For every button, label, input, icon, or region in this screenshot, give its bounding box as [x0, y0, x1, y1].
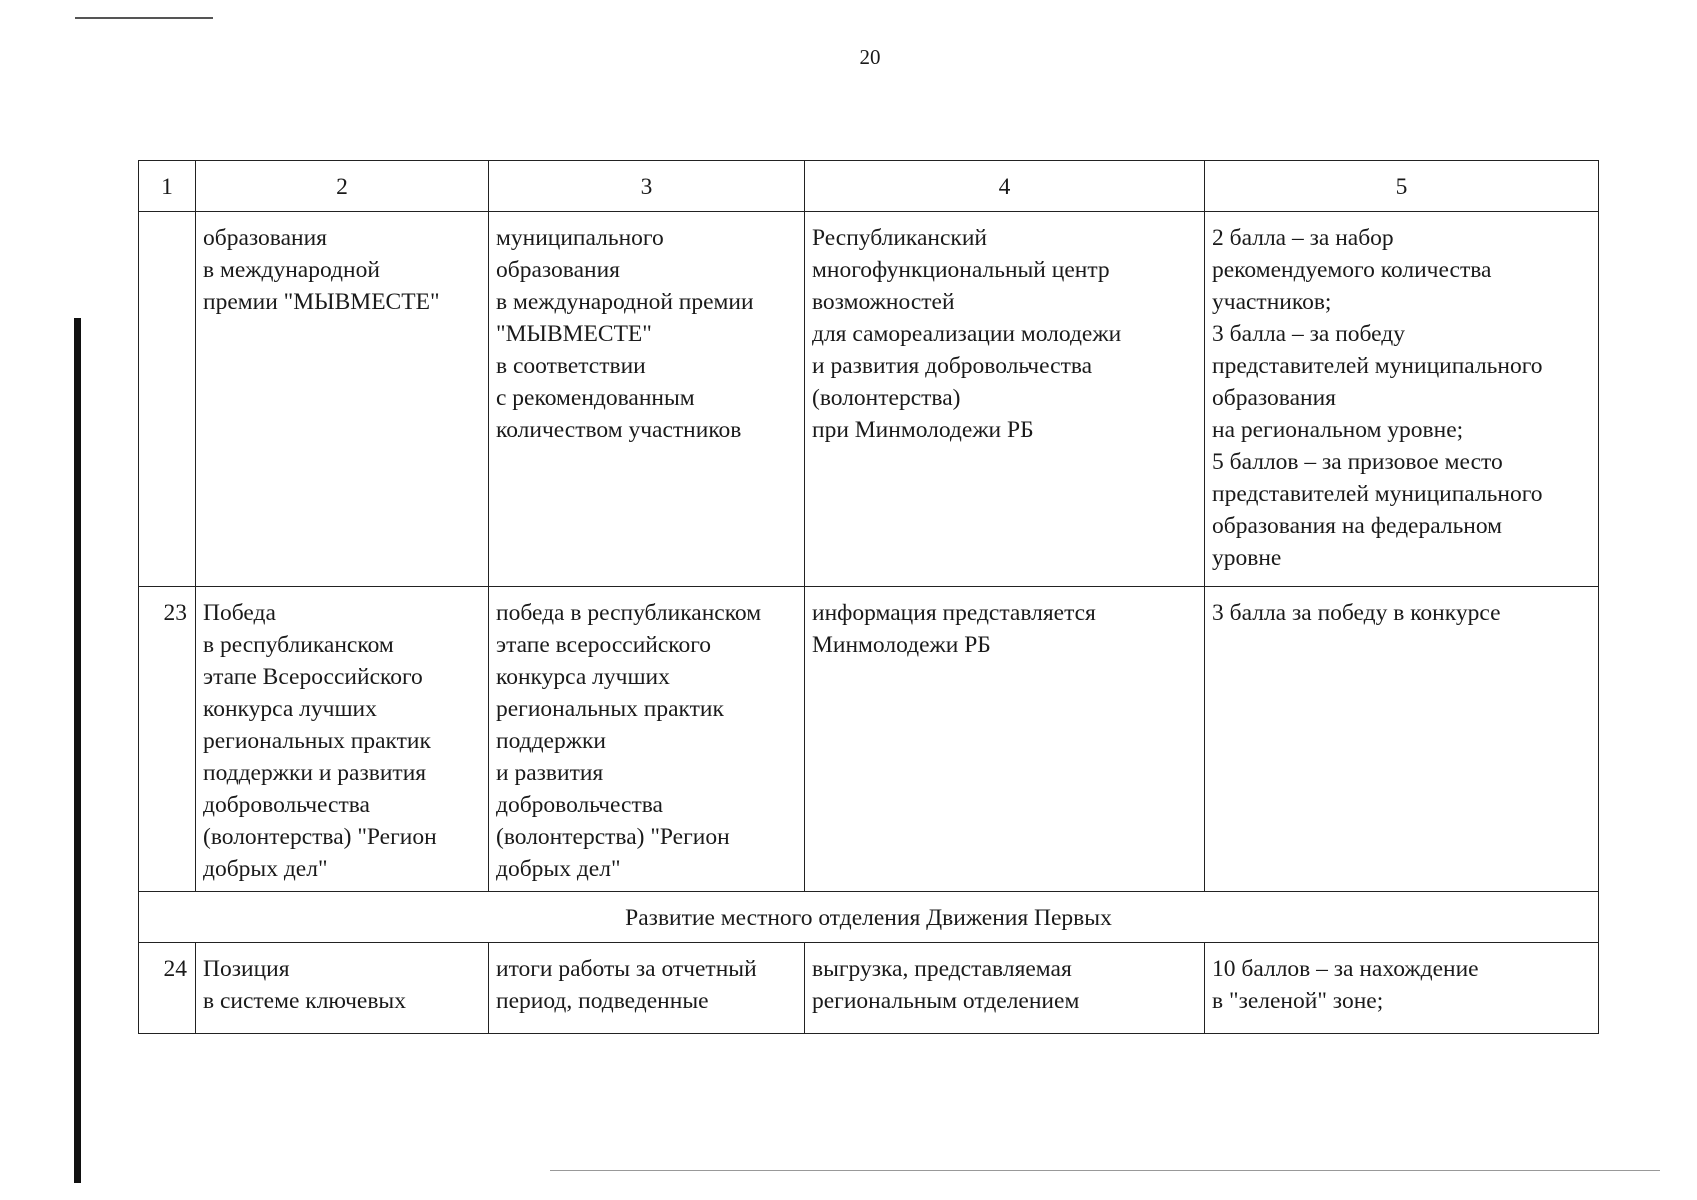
- section-title: Развитие местного отделения Движения Первых: [139, 892, 1599, 943]
- source-cell: [805, 943, 1205, 1034]
- row-number: 23: [139, 587, 196, 892]
- indicator-name-text: Позиция в системе ключевых: [203, 956, 406, 1014]
- source-text: Республиканский многофункциональный центр возможностей для самореализации молодежи и развития добровольчества (волонтерства) при Минмолодежи РБ: [812, 225, 1122, 443]
- page-number: 20: [859, 45, 881, 69]
- scoring-text: 10 баллов – за нахождение в "зеленой" зоне;: [1212, 956, 1479, 1014]
- scan-artifact-top-line: [75, 17, 213, 19]
- indicator-name-text: образования в международной премии "МЫВМЕСТЕ": [203, 225, 440, 315]
- criterion-cell: [489, 587, 805, 892]
- indicator-name-cell: [196, 587, 489, 892]
- scan-artifact-bottom-line: [550, 1170, 1660, 1171]
- header-col-5: 5: [1205, 161, 1599, 212]
- scoring-text: 3 балла за победу в конкурсе: [1212, 600, 1501, 626]
- scoring-text: 2 балла – за набор рекомендуемого количества участников; 3 балла – за победу представителей муниципального образования на региональном уровне; 5 баллов – за призовое место представителей муниципального образования на федеральном уровне: [1212, 225, 1543, 571]
- scoring-cell: [1205, 587, 1599, 892]
- section-header-row: [139, 892, 1599, 943]
- header-col-1: 1: [139, 161, 196, 212]
- scoring-cell: [1205, 212, 1599, 587]
- source-text: информация представляется Минмолодежи РБ: [812, 600, 1096, 658]
- table-row-23: [139, 587, 1599, 892]
- indicator-name-text: Победа в республиканском этапе Всероссийского конкурса лучших региональных практик поддержки и развития добровольчества (волонтерства) "Регион добрых дел": [203, 600, 437, 882]
- table-row-24: [139, 943, 1599, 1034]
- table-row-continuation: [139, 212, 1599, 587]
- scoring-cell: [1205, 943, 1599, 1034]
- header-col-2: 2: [196, 161, 489, 212]
- criteria-table: [138, 160, 1599, 1034]
- source-cell: [805, 587, 1205, 892]
- source-cell: [805, 212, 1205, 587]
- criterion-text: муниципального образования в международной премии "МЫВМЕСТЕ" в соответствии с рекомендованным количеством участников: [496, 225, 754, 443]
- scan-artifact-left-bar: [74, 318, 81, 1183]
- table-header-row: [139, 161, 1599, 212]
- criterion-cell: [489, 943, 805, 1034]
- criterion-text: итоги работы за отчетный период, подведенные: [496, 956, 757, 1014]
- indicator-name-cell: [196, 212, 489, 587]
- indicator-name-cell: [196, 943, 489, 1034]
- row-number: 24: [139, 943, 196, 1034]
- row-number: [139, 212, 196, 587]
- criterion-text: победа в республиканском этапе всероссийского конкурса лучших региональных практик поддержки и развития добровольчества (волонтерства) "Регион добрых дел": [496, 600, 762, 882]
- header-col-4: 4: [805, 161, 1205, 212]
- source-text: выгрузка, представляемая региональным отделением: [812, 956, 1080, 1014]
- criterion-cell: [489, 212, 805, 587]
- header-col-3: 3: [489, 161, 805, 212]
